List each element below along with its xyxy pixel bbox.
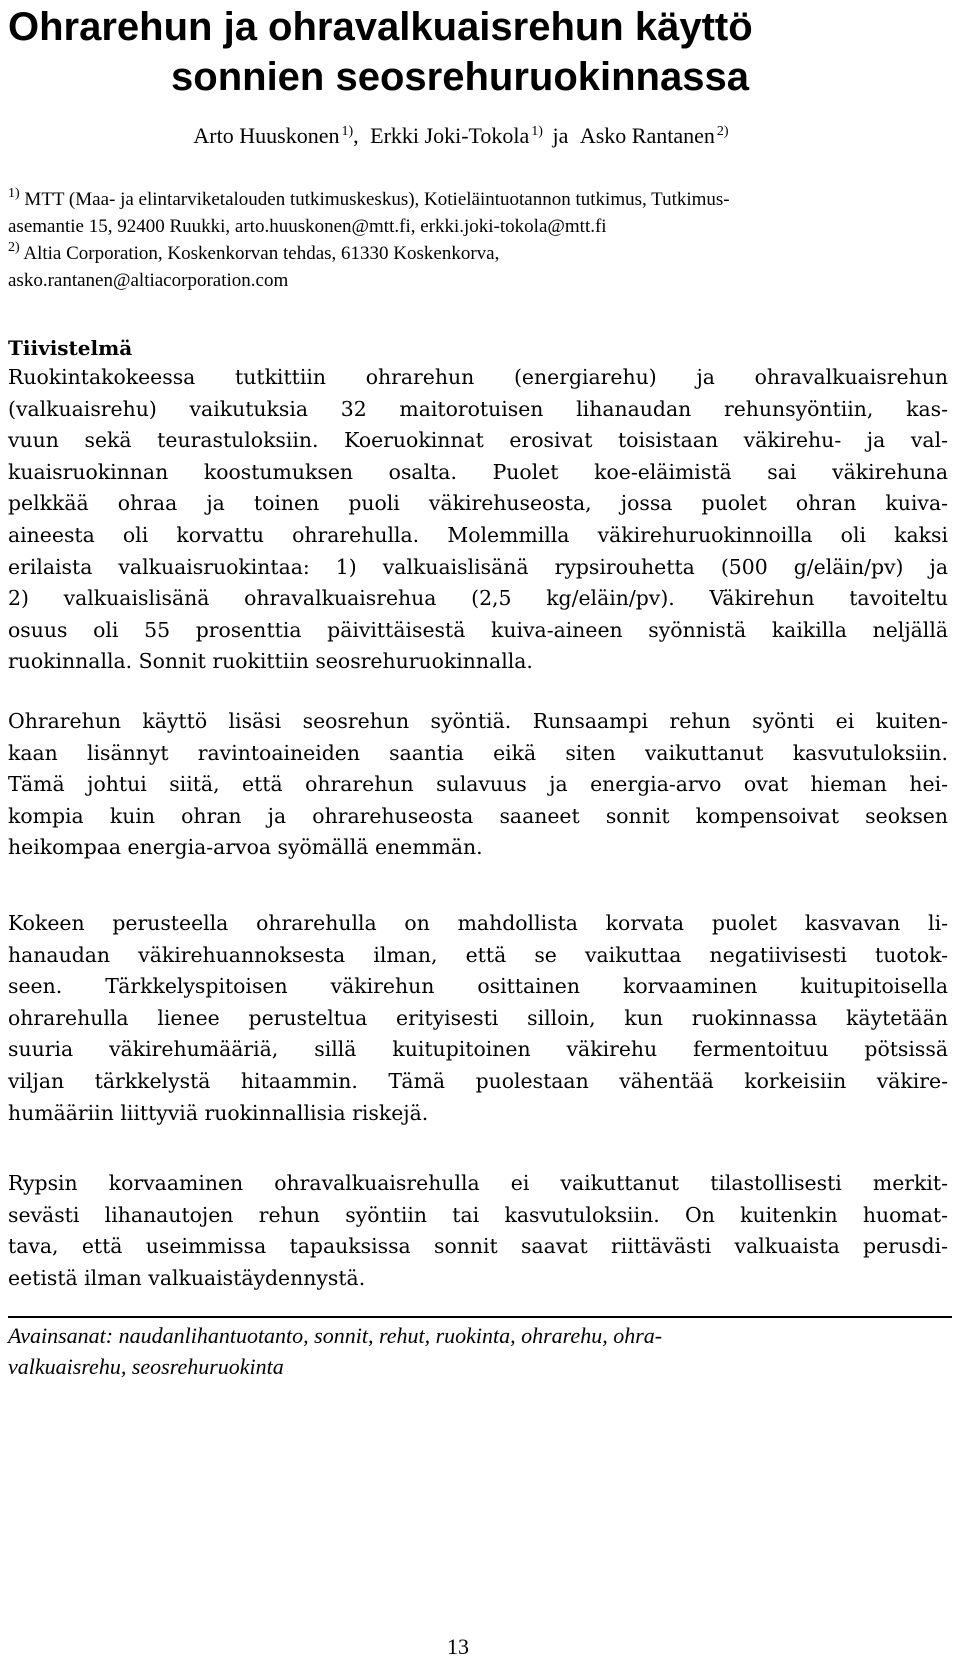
text-line: seen. Tärkkelyspitoisen väkirehun osittainen korvaaminen kuitupitoisella	[8, 974, 948, 999]
abstract-paragraph-3	[8, 908, 948, 1129]
abstract-paragraph-4	[8, 1168, 948, 1294]
affiliation-marker: 1)	[531, 124, 543, 139]
affiliation-marker: 2)	[8, 240, 20, 255]
affiliation-text: MTT (Maa- ja elintarviketalouden tutkimuskeskus), Kotieläintuotannon tutkimus, Tutkimus-	[24, 189, 730, 210]
text-line: eetistä ilman valkuaistäydennystä.	[8, 1265, 366, 1290]
text-line: Ohrarehun käyttö lisäsi seosrehun syöntiä. Runsaampi rehun syönti ei kuiten-	[8, 709, 948, 733]
page-number: 13	[447, 1634, 469, 1659]
text-line: pelkkää ohraa ja toinen puoli väkirehuseosta, jossa puolet ohran kuiva-	[8, 491, 948, 516]
author-separator: ,	[353, 123, 359, 148]
text-line: erilaista valkuaisruokintaa: 1) valkuaislisänä rypsirouhetta (500 g/eläin/pv) ja	[8, 554, 948, 579]
text-line: tava, että useimmissa tapauksissa sonnit saavat riittävästi valkuaista perusdi-	[8, 1234, 948, 1259]
text-line: Tämä johtui siitä, että ohrarehun sulavuus ja energia-arvo ovat hieman hei-	[8, 772, 948, 797]
abstract-heading: Tiivistelmä	[8, 336, 133, 360]
affiliation-line: asemantie 15, 92400 Ruukki, arto.huuskonen@mtt.fi, erkki.joki-tokola@mtt.fi	[8, 216, 607, 237]
text-line: kompia kuin ohran ja ohrarehuseosta saaneet sonnit kompensoivat seoksen	[8, 803, 948, 828]
keywords-line: Avainsanat: naudanlihantuotanto, sonnit, rehut, ruokinta, ohrarehu, ohra-	[8, 1323, 663, 1348]
abstract-paragraph-1	[8, 362, 948, 678]
text-line: 2) valkuaislisänä ohravalkuaisrehua (2,5 kg/eläin/pv). Väkirehun tavoiteltu	[8, 586, 948, 611]
affiliation-marker: 1)	[341, 124, 354, 139]
keywords-divider	[8, 1316, 952, 1318]
affiliation-text: Altia Corporation, Koskenkorvan tehdas, 61330 Koskenkorva,	[23, 243, 500, 264]
text-line: kuaisruokinnan koostumuksen osalta. Puolet koe-eläimistä sai väkirehuna	[8, 459, 948, 484]
author-conjunction: ja	[552, 123, 569, 148]
text-line: ohrarehulla lienee perusteltua erityisesti silloin, kun ruokinnassa käytetään	[8, 1005, 948, 1030]
author-list	[8, 122, 952, 150]
affiliation-marker: 2)	[716, 124, 729, 139]
author-3: Asko Rantanen	[579, 123, 715, 148]
author-1: Arto Huuskonen	[193, 123, 340, 148]
text-line: osuus oli 55 prosenttia päivittäisestä kuiva-aineen syönnistä kaikilla neljällä	[8, 617, 948, 642]
text-line: (valkuaisrehu) vaikutuksia 32 maitorotuisen lihanaudan rehunsyöntiin, kas-	[8, 396, 948, 421]
author-name	[578, 123, 729, 148]
text-line: viljan tärkkelystä hitaammin. Tämä puolestaan vähentää korkeisiin väkire-	[8, 1068, 948, 1093]
text-line: vuun sekä teurastuloksiin. Koeruokinnat erosivat toisistaan väkirehu- ja val-	[8, 428, 948, 453]
text-line: kaan lisännyt ravintoaineiden saantia eikä siten vaikuttanut kasvutuloksiin.	[8, 740, 948, 765]
paper-title	[8, 2, 952, 102]
affiliation-line	[8, 240, 938, 267]
text-line: humääriin liittyviä ruokinnallisia riskejä.	[8, 1100, 429, 1125]
text-line: sevästi lihanautojen rehun syöntiin tai kasvutuloksiin. On kuitenkin huomat-	[8, 1202, 948, 1227]
text-line: Kokeen perusteella ohrarehulla on mahdollista korvata puolet kasvavan li-	[8, 911, 948, 935]
author-2: Erkki Joki-Tokola	[370, 123, 530, 148]
author-name	[191, 123, 358, 148]
title-line-1: Ohrarehun ja ohravalkuaisrehun käyttö	[8, 5, 753, 49]
keywords-line: valkuaisrehu, seosrehuruokinta	[8, 1354, 284, 1379]
text-line: heikompaa energia-arvoa syömällä enemmän.	[8, 835, 483, 860]
affiliation-line: asko.rantanen@altiacorporation.com	[8, 270, 289, 291]
text-line: ruokinnalla. Sonnit ruokittiin seosrehuruokinnalla.	[8, 649, 533, 674]
affiliations	[8, 186, 938, 294]
text-line: suuria väkirehumääriä, sillä kuitupitoinen väkirehu fermentoituu pötsissä	[8, 1037, 948, 1062]
document-page	[8, 0, 952, 1676]
text-line: Rypsin korvaaminen ohravalkuaisrehulla ei vaikuttanut tilastollisesti merkit-	[8, 1171, 948, 1195]
text-line: aineesta oli korvattu ohrarehulla. Molemmilla väkirehuruokinnoilla oli kaksi	[8, 522, 948, 547]
text-line: Ruokintakokeessa tutkittiin ohrarehun (energiarehu) ja ohravalkuaisrehun	[8, 365, 948, 389]
keywords	[8, 1320, 952, 1382]
affiliation-marker: 1)	[8, 186, 20, 201]
title-line-2: sonnien seosrehuruokinnassa	[171, 55, 749, 99]
text-line: hanaudan väkirehuannoksesta ilman, että se vaikuttaa negatiivisesti tuotok-	[8, 942, 948, 967]
abstract-paragraph-2	[8, 706, 948, 864]
author-name	[368, 123, 543, 148]
affiliation-line	[8, 186, 938, 213]
